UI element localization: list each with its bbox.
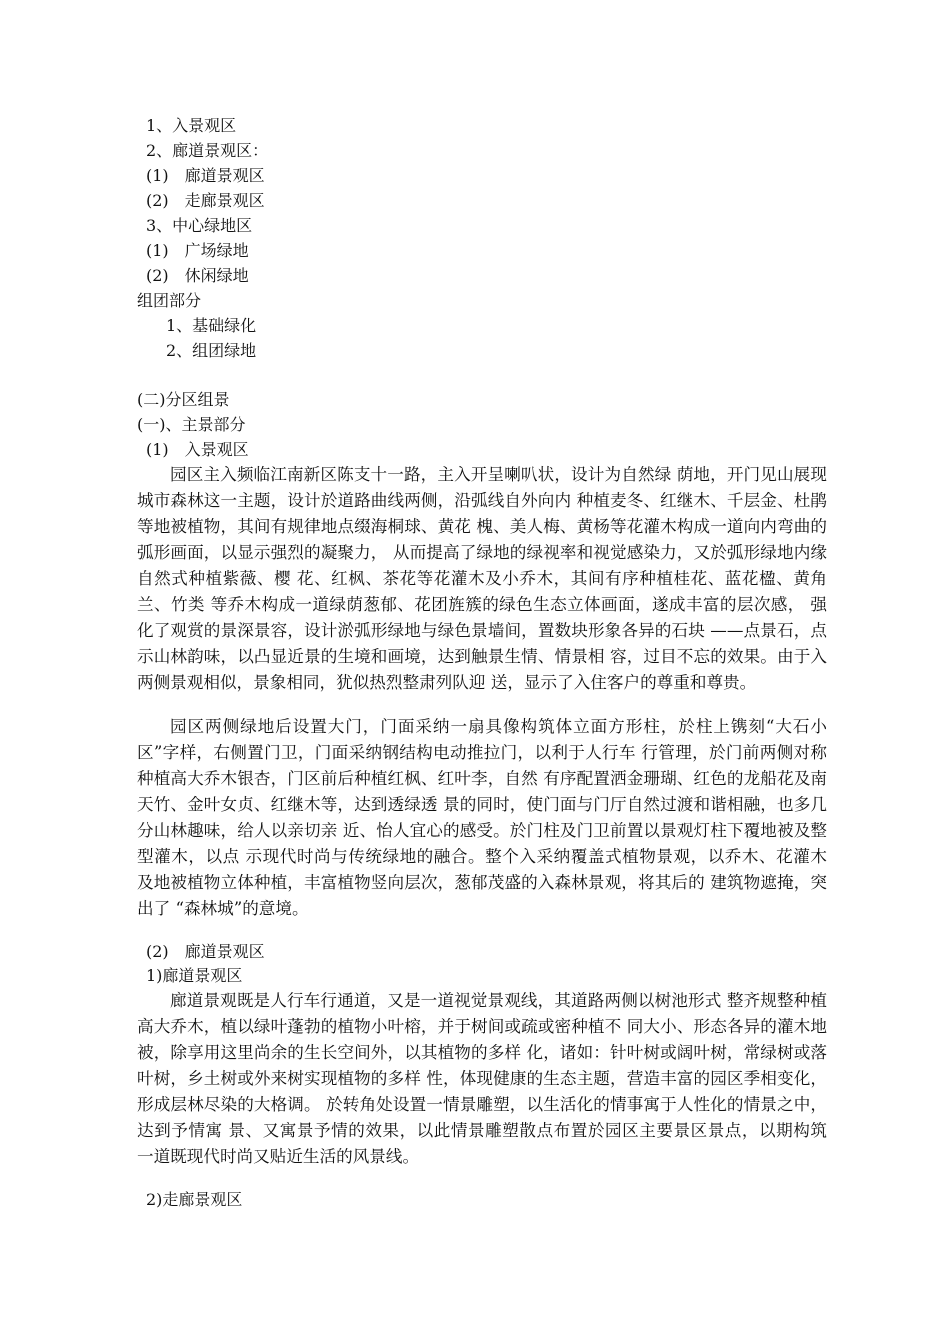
entry-heading: (1) 入景观区 xyxy=(146,440,249,459)
corridor-subheading-2: 2)走廊景观区 xyxy=(146,1190,243,1209)
paragraph-corridor: 廊道景观既是人行车行通道，又是一道视觉景观线，其道路两侧以树池形式 整齐规整种植高大乔木，植以绿叶蓬勃的植物小叶榕，并于树间或疏或密种植不 同大小、形态各异的灌木地被，除享用这里尚余的生长空间外，以其植物的多样 化，诸如：针叶树或阔叶树，常绿树或落叶树，乡土树或外来树实现植物的多样 性，体现健康的生态主题，营造丰富的园区季相变化，形成层林尽染的大格调。 於转角处设置一情景雕塑，以生活化的情事寓于人性化的情景之中，达到予情寓 景、又寓景予情的效果，以此情景雕塑散点布置於园区主要景区景点，以期构筑 一道既现代时尚又贴近生活的风景线。 xyxy=(137,991,827,1166)
outline-group-heading: 组团部分 xyxy=(137,291,202,310)
section-title: (二)分区组景 xyxy=(137,390,230,409)
outline-item-1: 1、入景观区 xyxy=(146,116,237,135)
paragraph-entry-2: 园区两侧绿地后设置大门，门面采纳一扇具像构筑体立面方形柱，於柱上镌刻“大石小区”字样，右侧置门卫，门面采纳钢结构电动推拉门，以利于人行车 行管理，於门前两侧对称种植高大乔木银杏，门区前后种植红枫、红叶李，自然 有序配置洒金珊瑚、红色的龙船花及南天竹、金叶女贞、红继木等，达到透绿透 景的同时，使门面与门厅自然过渡和谐相融，也多几分山林趣味，给人以亲切亲 近、怡人宜心的感受。於门柱及门卫前置以景观灯柱下覆地被及整型灌木，以点 示现代时尚与传统绿地的融合。整个入采纳覆盖式植物景观，以乔木、花灌木 及地被植物立体种植，丰富植物竖向层次，葱郁茂盛的入森林景观，将其后的 建筑物遮掩，突出了 “森林城”的意境。 xyxy=(137,717,827,918)
paragraph-entry-1: 园区主入频临江南新区陈支十一路，主入开呈喇叭状，设计为自然绿 荫地，开门见山展现城市森林这一主题，设计於道路曲线两侧，沿弧线自外向内 种植麦冬、红继木、千层金、杜鹃等地被植物，其间有规律地点缀海桐球、黄花 槐、美人梅、黄杨等花灌木构成一道向内弯曲的弧形画面，以显示强烈的凝聚力， 从而提高了绿地的绿视率和视觉感染力，又於弧形绿地内缘自然式种植紫薇、樱 花、红枫、茶花等花灌木及小乔木，其间有序种植桂花、蓝花楹、黄角兰、竹类 等乔木构成一道绿荫葱郁、花团旌簇的绿色生态立体画面，遂成丰富的层次感， 强化了观赏的景深景容，设计淤弧形绿地与绿色景墙间，置数块形象各异的石块 ——点景石，点示山林韵味，以凸显近景的生境和画境，达到触景生情、情景相 容，过目不忘的效果。由于入两侧景观相似，景象相同，犹似热烈整肃列队迎 送，显示了入住客户的尊重和尊贵。 xyxy=(137,465,827,692)
section-subtitle: (一)、主景部分 xyxy=(137,415,246,434)
outline-item-2: 2、廊道景观区： xyxy=(146,141,269,160)
corridor-heading: (2) 廊道景观区 xyxy=(146,942,265,961)
outline-group-item-2: 2、组团绿地 xyxy=(166,341,257,360)
outline-item-3b: (2) 休闲绿地 xyxy=(146,266,249,285)
outline-item-2a: (1) 廊道景观区 xyxy=(146,166,265,185)
outline-item-3: 3、中心绿地区 xyxy=(146,216,253,235)
outline-item-3a: (1) 广场绿地 xyxy=(146,241,249,260)
corridor-subheading-1: 1)廊道景观区 xyxy=(146,966,243,985)
outline-item-2b: (2) 走廊景观区 xyxy=(146,191,265,210)
outline-group-item-1: 1、基础绿化 xyxy=(166,316,257,335)
